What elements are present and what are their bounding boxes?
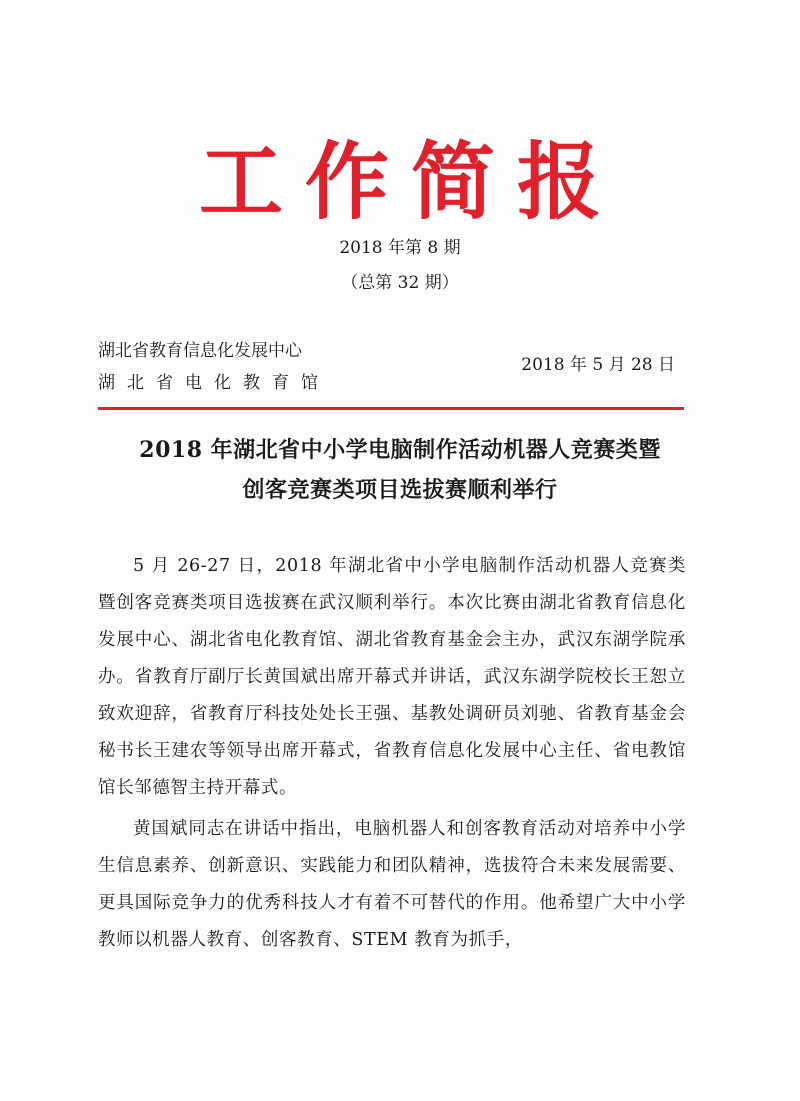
- headline-line-1: 2018 年湖北省中小学电脑制作活动机器人竞赛类暨: [139, 437, 661, 463]
- issuing-org-2: 湖北省电化教育馆: [98, 373, 330, 393]
- article-headline: [0, 430, 800, 510]
- publish-date: 2018 年 5 月 28 日: [521, 355, 675, 375]
- issue-number: 2018 年第 8 期: [339, 238, 461, 258]
- red-divider-line: [98, 407, 684, 410]
- headline-line-2: 创客竞赛类项目选拔赛顺利举行: [242, 477, 558, 503]
- body-paragraph-1: 5 月 26-27 日，2018 年湖北省中小学电脑制作活动机器人竞赛类暨创客竞赛类项目选拔赛在武汉顺利举行。本次比赛由湖北省教育信息化发展中心、湖北省电化教育馆、湖北省教育基金会主办，武汉东湖学院承办。省教育厅副厅长黄国斌出席开幕式并讲话，武汉东湖学院校长王恕立致欢迎辞，省教育厅科技处处长王强、基教处调研员刘驰、省教育基金会秘书长王建农等领导出席开幕式，省教育信息化发展中心主任、省电教馆馆长邹德智主持开幕式。: [98, 556, 686, 798]
- article-body: [98, 548, 686, 959]
- issuing-org-1: 湖北省教育信息化发展中心: [98, 341, 302, 361]
- body-paragraph-2: 黄国斌同志在讲话中指出，电脑机器人和创客教育活动对培养中小学生信息素养、创新意识、实践能力和团队精神，选拔符合未来发展需要、更具国际竞争力的优秀科技人才有着不可替代的作用。他希望广大中小学教师以机器人教育、创客教育、STEM 教育为抓手，: [98, 819, 686, 950]
- total-issue-number: （总第 32 期）: [341, 273, 459, 293]
- masthead-title: 工作简报: [198, 133, 623, 231]
